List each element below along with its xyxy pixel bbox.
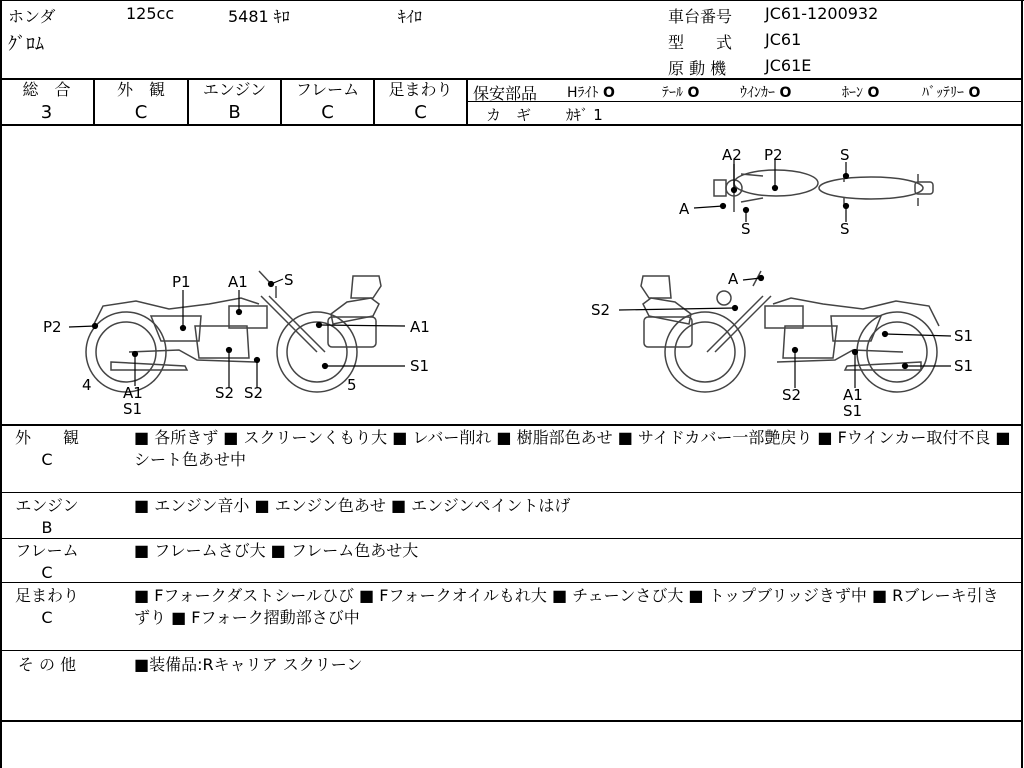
section-other-text: ■装備品:Rキャリア スクリーン (134, 655, 363, 674)
label-right-s2-left: S2 (591, 301, 611, 319)
key-value: ｶｷﾞ 1 (566, 106, 603, 124)
section-exterior-label: 外 観 C (14, 428, 79, 469)
label-left-s: S (284, 271, 294, 289)
label-right-s2-bottom: S2 (782, 386, 802, 404)
top-view-bike (714, 164, 933, 212)
motorcycle-diagram (1, 126, 1021, 424)
label-left-s1-right: S1 (410, 357, 430, 375)
label-top-s2: S (741, 220, 751, 238)
right-view-bike (641, 271, 939, 392)
safety-tail: ﾃｰﾙ O (662, 85, 700, 101)
label-top-p2: P2 (764, 146, 783, 164)
label-right-s1-a: S1 (954, 327, 974, 345)
label-left-a1-right: A1 (410, 318, 430, 336)
maker: ホンダ (8, 7, 56, 26)
grade-suspension: 足まわり C (388, 80, 453, 123)
engine-label: 原 動 機 (668, 59, 727, 78)
section-frame-text: ■ フレームさび大 ■ フレーム色あせ大 (134, 541, 419, 560)
grade-frame: フレーム C (295, 80, 360, 123)
section-engine-text: ■ エンジン音小 ■ エンジン色あせ ■ エンジンペイントはげ (134, 496, 571, 515)
type-value: JC61 (765, 30, 802, 49)
label-left-s2-a: S2 (215, 384, 235, 402)
frame-no-label: 車台番号 (668, 7, 733, 26)
label-right-s1-bottom: S1 (843, 402, 863, 420)
mileage-unit: ｷｲﾛ (398, 7, 423, 26)
section-suspension-label: 足まわり C (14, 586, 79, 627)
label-right-a: A (728, 270, 739, 288)
label-left-5: 5 (347, 376, 357, 394)
frame-no: JC61-1200932 (765, 4, 879, 23)
safety-winker: ｳｲﾝｶｰ O (740, 85, 792, 101)
safety-horn: ﾎｰﾝ O (842, 85, 880, 101)
safety-headlight: Hﾗｲﾄ O (567, 85, 615, 101)
engine-value: JC61E (765, 56, 812, 75)
label-left-p1: P1 (172, 273, 191, 291)
label-top-s1: S (840, 146, 850, 164)
safety-battery: ﾊﾞｯﾃﾘｰ O (922, 85, 981, 101)
label-left-p2: P2 (43, 318, 62, 336)
label-left-a1-top: A1 (228, 273, 248, 291)
label-left-4: 4 (82, 376, 92, 394)
section-exterior-text: ■ 各所きず ■ スクリーンくもり大 ■ レバー削れ ■ 樹脂部色あせ ■ サイドカバー一部艶戻り ■ Fウインカー取付不良 ■ シート色あせ中 (134, 428, 1011, 469)
safety-label: 保安部品 (473, 84, 538, 103)
section-suspension-text: ■ Fフォークダストシールひび ■ Fフォークオイルもれ大 ■ チェーンさび大 ■ トップブリッジきず中 ■ Rブレーキ引きずり ■ Fフォーク摺動部さび中 (134, 586, 999, 627)
key-label: カ ギ (486, 106, 532, 124)
label-top-a: A (679, 200, 690, 218)
grade-overall: 総 合 3 (22, 80, 71, 123)
label-right-s1-b: S1 (954, 357, 974, 375)
section-other-label: そ の 他 (17, 655, 77, 674)
mileage: 5481 ｷﾛ (228, 7, 290, 26)
label-right-a1: A1 (843, 386, 863, 404)
model-name: ｸﾞﾛﾑ (8, 34, 44, 55)
label-left-s2-b: S2 (244, 384, 264, 402)
label-left-a1-bottom: A1 (123, 384, 143, 402)
label-top-s3: S (840, 220, 850, 238)
section-frame-label: フレーム C (15, 541, 79, 582)
label-left-s1-bottom: S1 (123, 400, 143, 418)
grade-engine: エンジン B (202, 80, 267, 123)
displacement: 125cc (126, 4, 175, 23)
grade-exterior: 外 観 C (116, 80, 165, 123)
section-engine-label: エンジン B (15, 496, 79, 537)
type-label: 型 式 (668, 33, 733, 52)
label-top-a2: A2 (722, 146, 742, 164)
